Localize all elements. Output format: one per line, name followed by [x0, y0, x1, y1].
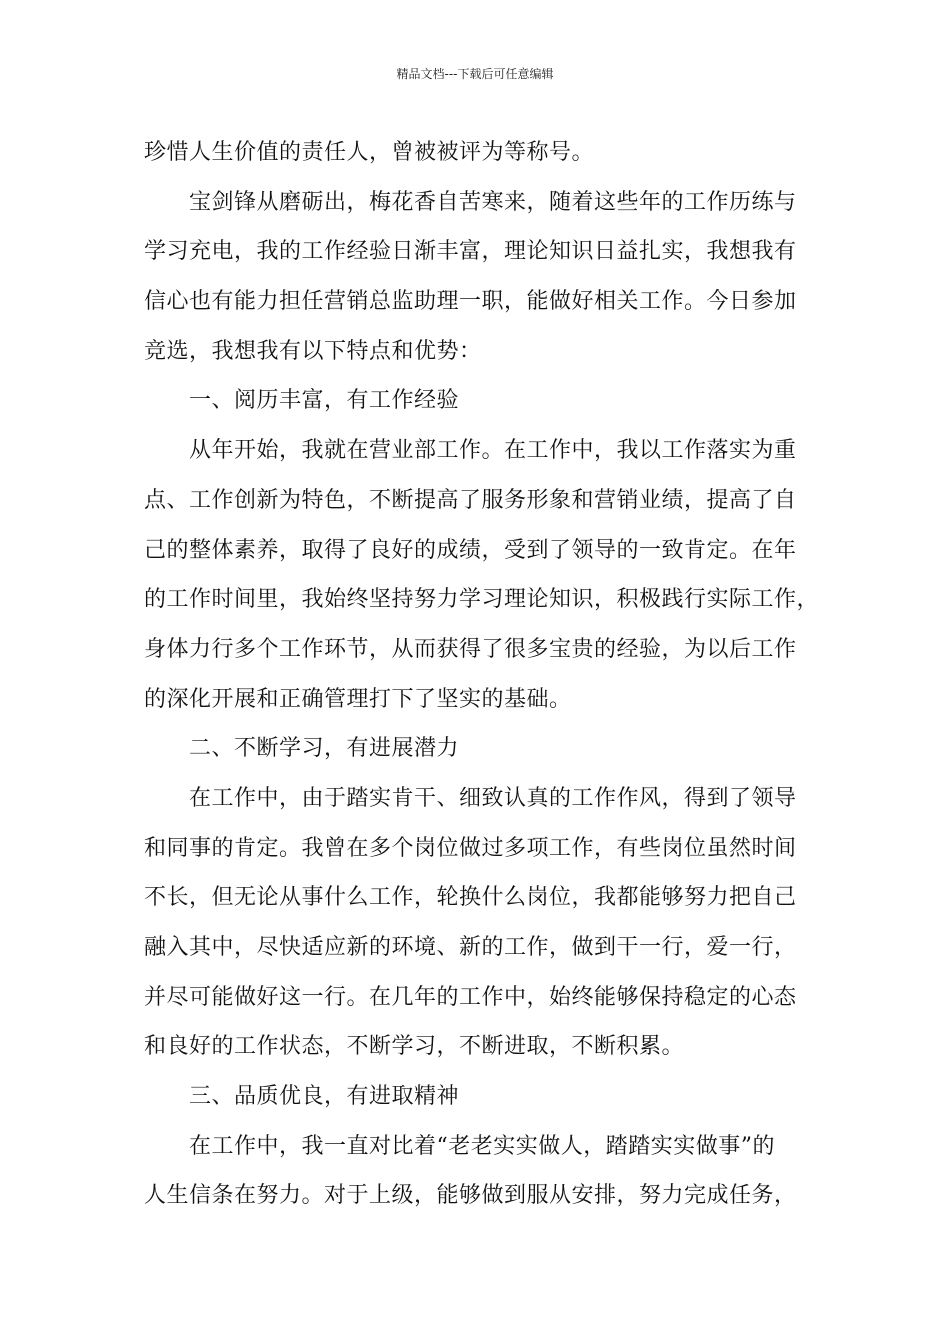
- text-line: 人生信条在努力。对于上级，能够做到服从安排，努力完成任务，: [144, 1183, 797, 1209]
- text-line: 在工作中，由于踏实肯干、细致认真的工作作风，得到了领导: [189, 785, 797, 811]
- text-line: 从年开始，我就在营业部工作。在工作中，我以工作落实为重: [189, 438, 797, 464]
- page-header: 精品文档---下载后可任意编辑: [396, 67, 554, 81]
- text-line: 的工作时间里，我始终坚持努力学习理论知识，积极践行实际工作，: [144, 587, 820, 613]
- text-line: 三、品质优良，有进取精神: [189, 1084, 460, 1110]
- text-line: 一、阅历丰富，有工作经验: [189, 388, 460, 414]
- text-line: 信心也有能力担任营销总监助理一职，能做好相关工作。今日参加: [144, 289, 797, 315]
- text-line: 二、不断学习，有进展潜力: [189, 736, 460, 762]
- text-line: 的深化开展和正确管理打下了坚实的基础。: [144, 686, 572, 712]
- text-line: 和同事的肯定。我曾在多个岗位做过多项工作，有些岗位虽然时间: [144, 835, 797, 861]
- text-line: 竞选，我想我有以下特点和优势：: [144, 338, 482, 364]
- text-line: 宝剑锋从磨砺出，梅花香自苦寒来，随着这些年的工作历练与: [189, 189, 797, 215]
- document-body: [144, 128, 820, 1221]
- text-line: 融入其中，尽快适应新的环境、新的工作，做到干一行，爱一行，: [144, 935, 797, 960]
- text-line: 珍惜人生价值的责任人，曾被被评为等称号。: [144, 140, 595, 165]
- text-line: 点、工作创新为特色，不断提高了服务形象和营销业绩，提高了自: [144, 487, 797, 513]
- text-line: 身体力行多个工作环节，从而获得了很多宝贵的经验，为以后工作: [144, 636, 797, 662]
- text-line: 己的整体素养，取得了良好的成绩，受到了领导的一致肯定。在年: [144, 537, 797, 563]
- text-line: 并尽可能做好这一行。在几年的工作中，始终能够保持稳定的心态: [144, 984, 797, 1010]
- text-line: 在工作中，我一直对比着“老老实实做人，踏踏实实做事”的: [189, 1133, 775, 1159]
- text-line: 和良好的工作状态，不断学习，不断进取，不断积累。: [144, 1034, 685, 1060]
- text-line: 学习充电，我的工作经验日渐丰富，理论知识日益扎实，我想我有: [144, 239, 797, 265]
- text-line: 不长，但无论从事什么工作，轮换什么岗位，我都能够努力把自己: [144, 885, 797, 911]
